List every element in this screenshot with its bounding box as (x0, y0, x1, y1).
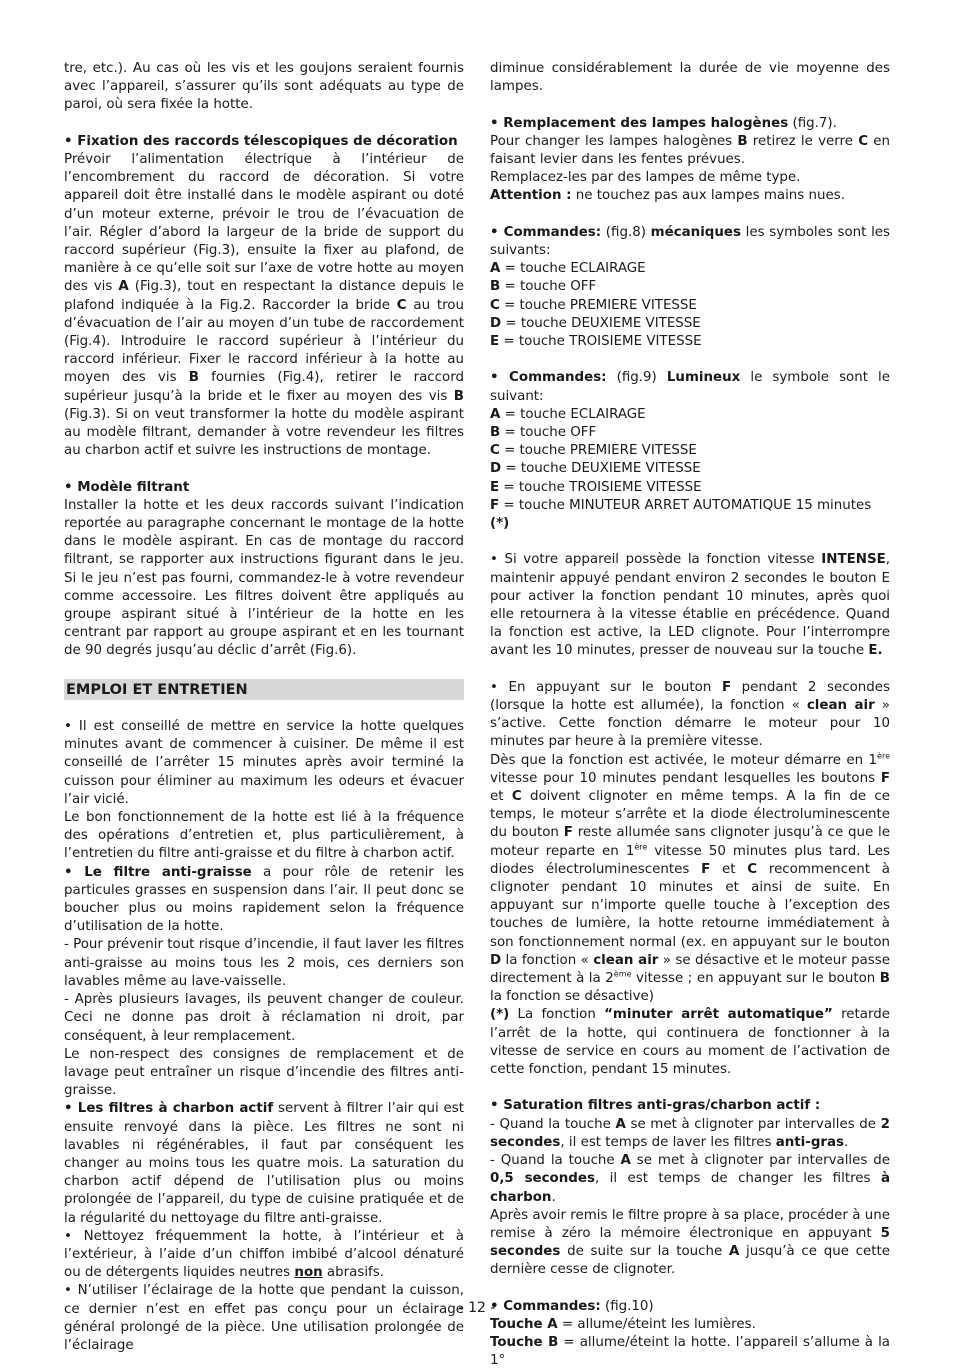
paragraph-lighting: • N’utiliser l’éclairage de la hotte que pendant la cuisson, ce dernier n’est en effet pas conçu pour un éclairage général prolongé de la pièce. Une utilisation prolongée de l’éclairage (64, 1283, 464, 1353)
commands-fig8-item: D = touche DEUXIEME VITESSE (490, 315, 701, 331)
fixation-heading: • Fixation des raccords télescopiques de décoration (64, 133, 458, 149)
clean-air-details: Dès que la fonction est activée, le moteur démarre en 1ère vitesse pour 10 minutes pendant lesquelles les boutons F et C doivent clignoter en même temps. A la fin de ce temps, le moteur s’arrête et la diode électroluminescente du bouton F reste allumée sans clignoter jusqu’à ce que le moteur reparte en 1ère vitesse 50 minutes plus tard. Les diodes électroluminescentes F et C recommencent à clignoter pendant 10 minutes et ainsi de suite. En appuyant sur n’importe quelle touche à l’exception des touches de lumière, la hotte retourne immédiatement à son fonctionnement normal (ex. en appuyant sur le bouton D la fonction « clean air » se désactive et le moteur passe directement à la 2ème vitesse ; en appuyant sur le bouton B la fonction se désactive) (490, 751, 890, 1005)
commands-fig8-item: E = touche TROISIEME VITESSE (490, 334, 702, 350)
commands-fig9-item: B = touche OFF (490, 425, 597, 441)
commands-fig9-item: A = touche ECLAIRAGE (490, 406, 646, 422)
commands-fig8-item: A = touche ECLAIRAGE (490, 261, 646, 277)
commands-fig9-heading: • Commandes: (fig.9) Lumineux le symbole sont le suivant: (490, 370, 891, 404)
commands-fig9-item: D = touche DEUXIEME VITESSE (490, 461, 701, 477)
clean-air-paragraph: • En appuyant sur le bouton F pendant 2 secondes (lorsque la hotte est allumée), la fonction « clean air » s’active. Cette fonction démarre le moteur pour 10 minutes par heure à la première vitesse. (490, 679, 890, 750)
saturation-reset: Après avoir remis le filtre propre à sa place, procéder à une remise à zéro la mémoire électronique en appuyant 5 secondes de suite sur la touche A jusqu’à ce que cette dernière cesse de clignoter. (490, 1207, 890, 1278)
commands-fig8-item: C = touche PREMIERE VITESSE (490, 297, 697, 313)
right-column (490, 60, 890, 1371)
halogen-warning: Attention : ne touchez pas aux lampes mains nues. (490, 188, 845, 204)
commands-fig8-heading: • Commandes: (fig.8) mécaniques les symboles sont les suivants: (490, 224, 891, 258)
paragraph-4: - Pour prévenir tout risque d’incendie, il faut laver les filtres anti-graisse au moins tous les 2 mois, ces derniers son lavables même au lave-vaisselle. (64, 937, 464, 989)
page-number: - 12 - (458, 1300, 496, 1316)
saturation-item-2: - Quand la touche A se met à clignoter par intervalles de 0,5 secondes, il est temps de changer les filtres à charbon. (490, 1153, 890, 1205)
minuter-paragraph: (*) La fonction “minuter arrêt automatique” retarde l’arrêt de la hotte, qui continuera de fonctionner à la vitesse de service en cours au moment de l’activation de cette fonction, pendant 15 minutes. (490, 1007, 891, 1078)
halogen-paragraph: Pour changer les lampes halogènes B retirez le verre C en faisant levier dans les fentes prévues. (490, 133, 890, 167)
fixation-paragraph: Prévoir l’alimentation électrique à l’intérieur de l’encombrement du raccord de décoration. Si votre appareil doit être installé dans le modèle aspirant ou doté d’un moteur externe, prévoir le trou de l’évacuation de l’air. Régler d’abord la largeur de la bride de support du raccord supérieur (Fig.3), ensuite la fixer au plafond, de manière à ce qu’elle soit sur l’axe de votre hotte au moyen des vis A (Fig.3), tout en respectant la distance depuis le plafond indiquée à la Fig.2. Raccorder la bride C au trou d’évacuation de l’air au moyen d’un tube de raccordement (Fig.4). Introduire le raccord supérieur à l’intérieur du raccord inférieur. Fixer le raccord inférieur à la hotte au moyen des vis B fournies (Fig.4), retirer le raccord supérieur jusqu’à la bride et le fixer au moyen des vis B (Fig.3). Si on veut transformer la hotte du modèle aspirant au modèle filtrant, demander à votre revendeur les filtres au charbon actif et suivre les instructions de montage. (64, 152, 464, 459)
filtrant-heading: • Modèle filtrant (64, 479, 190, 495)
lamp-life-paragraph: diminue considérablement la durée de vie moyenne des lampes. (490, 61, 890, 95)
section-title: EMPLOI ET ENTRETIEN (64, 679, 464, 700)
commands-fig9-item: F = touche MINUTEUR ARRET AUTOMATIQUE 15 minutes (*) (490, 497, 872, 532)
paragraph-2: Le bon fonctionnement de la hotte est lié à la fréquence des opérations d’entretien et, plus particulièrement, à l’entretien du filtre anti-graisse et du filtre à charbon actif. (64, 810, 464, 862)
paragraph-grease-filter: • Le filtre anti-graisse a pour rôle de retenir les particules grasses en suspension dans l’air. Il peut donc se boucher plus ou moins rapidement selon la fréquence d’utilisation de la hotte. (64, 864, 465, 935)
halogen-heading: • Remplacement des lampes halogènes (fig.7). (490, 115, 837, 131)
commands-fig9-item: C = touche PREMIERE VITESSE (490, 443, 697, 459)
left-column (64, 60, 464, 1355)
commands-fig10-heading: • Commandes: (fig.10) (490, 1298, 654, 1314)
saturation-item-1: - Quand la touche A se met à clignoter par intervalles de 2 secondes, il est temps de laver les filtres anti-gras. (490, 1116, 890, 1150)
paragraph-carbon-filter: • Les filtres à charbon actif servent à filtrer l’air qui est ensuite renvoyé dans la pièce. Les filtres ne sont ni lavables ni régénérables, il faut par conséquent les changer au moins tous les quatre mois. La saturation du charbon actif dépend de l’utilisation plus ou moins prolongée de l’appareil, du type de cuisine pratiquée et de la régularité du nettoyage du filtre anti-graisse. (64, 1101, 465, 1226)
filtrant-paragraph: Installer la hotte et les deux raccords suivant l’indication reportée au paragraphe concernant le montage de la hotte dans le modèle aspirant. En cas de montage du raccord filtrant, se rapporter aux instructions figurant dans le jeu. Si le jeu n’est pas fourni, commandez-le à votre revendeur comme accessoire. Les filtres doivent être appliqués au groupe aspirant situé à l’intérieur de la hotte en les centrant par rapport au groupe aspirant et en les tournant de 90 degrés jusqu’au déclic d’arrêt (Fig.6). (64, 497, 464, 659)
intro-paragraph: tre, etc.). Au cas où les vis et les goujons seraient fournis avec l’appareil, s’assurer qu’ils sont adéquats au type de paroi, où sera fixée la hotte. (64, 61, 464, 113)
paragraph-1: • Il est conseillé de mettre en service la hotte quelques minutes avant de commencer à cuisiner. De même il est conseillé de l’arrêter 15 minutes après avoir terminé la cuisson pour éliminer au maximum les odeurs et évacuer l’air vicié. (64, 719, 464, 807)
intense-paragraph: • Si votre appareil possède la fonction vitesse INTENSE, maintenir appuyé pendant environ 2 secondes le bouton E pour activer la fonction pendant 10 minutes, après quoi elle retournera à la vitesse établie en précédence. Quand la fonction est active, la LED clignote. Pour l’interrompre avant les 10 minutes, presser de nouveau sur la touche E. (490, 552, 890, 659)
touche-a-line: Touche A = allume/éteint les lumières. (490, 1316, 756, 1332)
paragraph-5: - Après plusieurs lavages, ils peuvent changer de couleur. Ceci ne donne pas droit à réclamation ni droit, par conséquent, à leur remplacement. (64, 992, 464, 1044)
paragraph-6: Le non-respect des consignes de remplacement et de lavage peut entraîner un risque d’incendie des filtres anti-graisse. (64, 1046, 464, 1099)
commands-fig8-item: B = touche OFF (490, 279, 597, 295)
paragraph-cleaning: • Nettoyez fréquemment la hotte, à l’intérieur et à l’extérieur, à l’aide d’un chiffon imbibé d’alcool dénaturé ou de détergents liquides neutres non abrasifs. (64, 1228, 464, 1281)
commands-fig9-item: E = touche TROISIEME VITESSE (490, 479, 702, 495)
saturation-heading: • Saturation filtres anti-gras/charbon actif : (490, 1098, 821, 1114)
halogen-replace-line: Remplacez-les par des lampes de même type. (490, 170, 801, 186)
touche-b-line: Touche B = allume/éteint la hotte. l’appareil s’allume à la 1° (490, 1335, 890, 1369)
